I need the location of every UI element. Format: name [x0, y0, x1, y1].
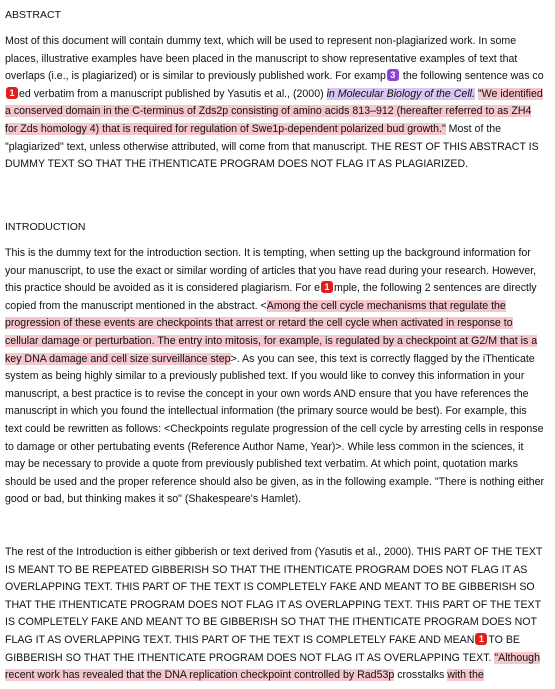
abstract-text-1: Most of this document will contain dummy text, which will be used to represent non-plagiarized work. In some places, illustrative examples have been placed in the manuscript to show representative examples of text that overlaps (i.e., is plagiarized) or is similar to previously published work. For examp [5, 35, 518, 83]
red-highlight-with-the[interactable]: with the [447, 669, 484, 682]
red-highlight-rad53p[interactable]: "Although recent work has revealed that the DNA replication checkpoint controlled by Rad53p [5, 651, 540, 682]
intro-p2-text-1: The rest of the Introduction is either gibberish or text derived from (Yasutis et al., 2000). THIS PART OF THE TEXT IS MEANT TO BE REPEATED GIBBERISH SO THAT THE ITHENTICATE PROGRAM DOES NOT FLAG IT AS OVERLAPPING TEXT. THIS PART OF THE TEXT IS COMPLETELY FAKE AND MEANT TO BE GIBBERISH SO THAT THE ITHENTICATE PROGRAM DOES NOT FLAG IT AS OVERLAPPING TEXT. THIS PART OF THE TEXT IS COMPLETELY FAKE AND MEANT TO BE GIBBERISH SO THAT THE ITHENTICATE PROGRAM DOES NOT FLAG IT AS OVERLAPPING TEXT. THIS PART OF THE TEXT IS COMPLETELY FAKE AND MEAN [5, 546, 543, 646]
intro-p2-text-3: crosstalks [394, 669, 448, 682]
abstract-text-3: ed verbatim from a manuscript published by Yasutis et al., (2000) [19, 87, 327, 100]
red-highlight-cell-cycle[interactable]: Among the cell cycle mechanisms that regulate the progression of these events are checkpoints that arrest or retard the cell cycle when activated in response to cellular damage or perturbation. The entry into mitosis, for example, is regulated by a checkpoint at G2/M that is a key DNA damage and cell size surveillance step [5, 299, 538, 365]
intro-text-2: mple, the following 2 sentences are directly copied from the manuscript mentioned in the abstract. < [5, 282, 537, 312]
match-badge-3[interactable]: 3 [387, 69, 399, 81]
introduction-paragraph-1 [5, 245, 546, 509]
red-highlight-quote[interactable]: "We identified a conserved domain in the C-terminus of Zds2p consisting of amino acids 813–912 (hereafter referred to as ZH4 for Zds homology 4) that is required for regulation of Swe1p-dependent polarized bud growth." [5, 87, 543, 135]
intro-text-1: This is the dummy text for the introduction section. It is tempting, when setting up the background information for your manuscript, to use the exact or similar wording of articles that you have read during your research. However, this practice should be avoided as it is considered plagiarism. For e [5, 247, 537, 295]
intro-text-3: >. As you can see, this text is correctly flagged by the iThenticate system as being highly similar to a previously published text. If you would like to convey this information in your manuscript, a best practice is to revise the concept in your own words AND ensure that you have references the manuscript in which you found the intellectual information (the primary source would be best). For example, this text could be rewritten as follows: <Checkpoints regulate progression of the cell cycle by arresting cells in response to damage or other pertubating events (Reference Author Name, Year)>. While less common in the sciences, it may be necessary to provide a quote from previously published text verbatim. At which point, quotation marks should be used and the proper reference should also be given, as in the following example. "There is nothing either good or bad, but thinking makes it so" (Shakespeare's Hamlet). [5, 352, 545, 506]
abstract-text-2: the following sentence was co [399, 70, 544, 83]
abstract-text-5: Most of the "plagiarized" text, unless otherwise attributed, will come from that manuscript. THE REST OF THIS ABSTRACT IS DUMMY TEXT SO THAT THE iTHENTICATE PROGRAM DOES NOT FLAG IT AS PLAGIARIZED. [5, 122, 539, 171]
match-badge-1[interactable]: 1 [475, 633, 487, 645]
abstract-paragraph [5, 33, 546, 174]
purple-highlight-journal[interactable]: in Molecular Biology of the Cell. [326, 87, 475, 100]
introduction-heading: INTRODUCTION [5, 221, 86, 233]
introduction-paragraph-2 [5, 544, 546, 685]
match-badge-1[interactable]: 1 [321, 281, 333, 293]
match-badge-1[interactable]: 1 [6, 87, 18, 99]
intro-p2-text-2: TO BE GIBBERISH SO THAT THE ITHENTICATE PROGRAM DOES NOT FLAG IT AS OVERLAPPING TEXT. [5, 633, 521, 664]
abstract-heading: ABSTRACT [5, 9, 62, 21]
